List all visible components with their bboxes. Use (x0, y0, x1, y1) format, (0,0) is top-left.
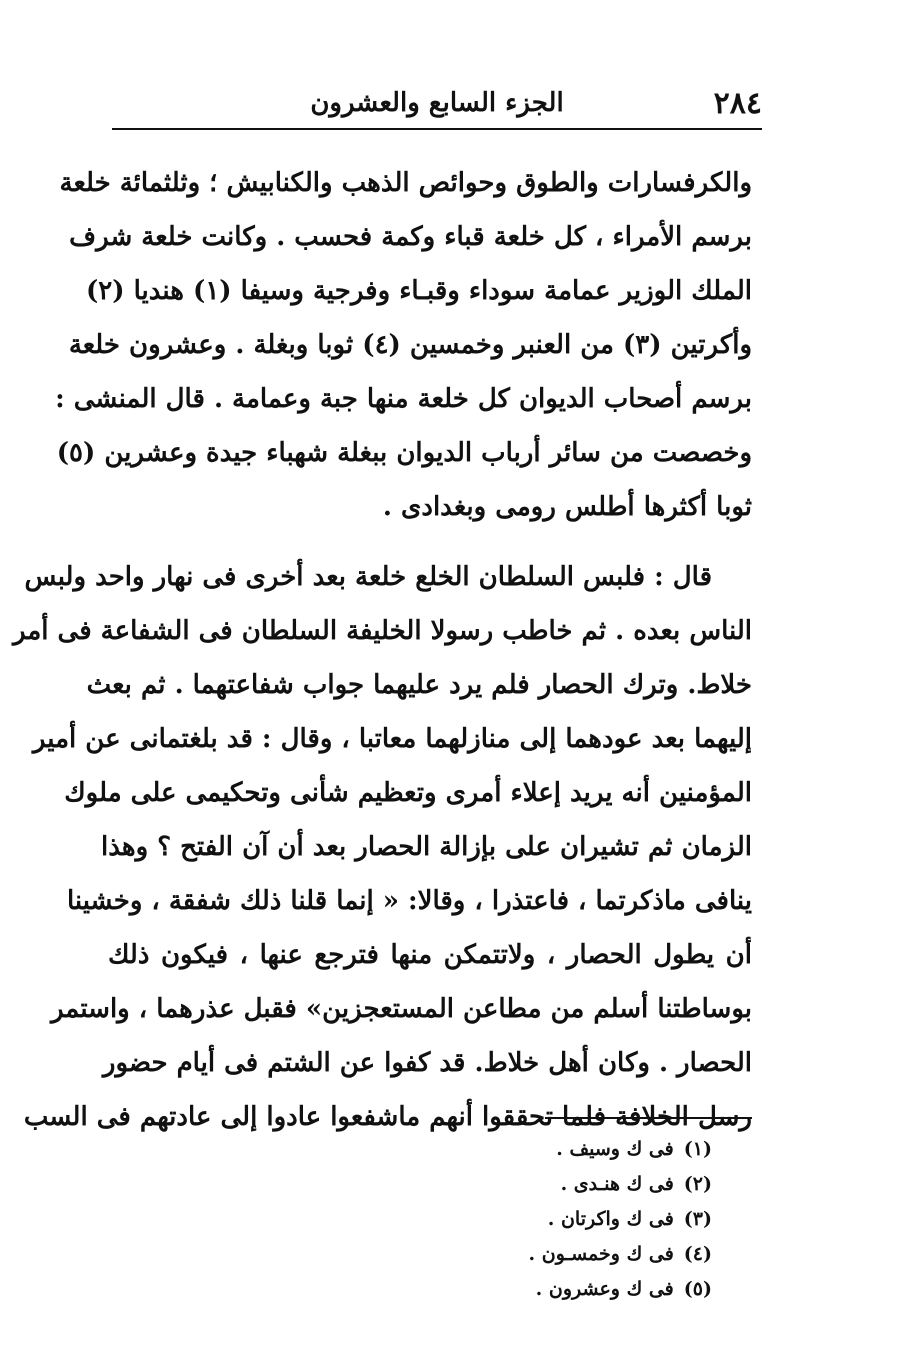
text-line: رسل الخلافة فلما تحققوا أنهم ماشفعوا عادوا إلى عادتهم فى السب (23, 1102, 752, 1132)
footnote-text: فى ك وخمسـون . (528, 1243, 674, 1265)
text-line: الزمان ثم تشيران على بإزالة الحصار بعد أن آن الفتح ؟ وهذا (101, 832, 752, 862)
footnote (500, 1132, 712, 1167)
text-line: برسم الأمراء ، كل خلعة قباء وكمة فحسب . وكانت خلعة شرف (69, 222, 752, 252)
text-line: أن يطول الحصار ، ولاتتمكن منها فترجع عنها ، فيكون ذلك (108, 940, 752, 970)
text-line: قال : فلبس السلطان الخلع خلعة بعد أخرى فى نهار واحد ولبس (24, 562, 712, 592)
footnote-text: فى ك وسيف . (556, 1138, 674, 1160)
header-rule (112, 128, 762, 130)
footnote-number: (٥) (683, 1278, 712, 1300)
text-line: خلاط. وترك الحصار فلم يرد عليهما جواب شفاعتهما . ثم بعث (86, 670, 752, 700)
text-line: برسم أصحاب الديوان كل خلعة منها جبة وعمامة . قال المنشى : (55, 384, 752, 414)
footnote (500, 1167, 712, 1202)
footnotes (500, 1132, 712, 1307)
footnote-number: (٤) (683, 1243, 712, 1265)
page-header (112, 86, 762, 126)
footnote (500, 1272, 712, 1307)
footnote-text: فى ك واكرتان . (547, 1208, 674, 1230)
text-line: الملك الوزير عمامة سوداء وقبـاء وفرجية وسيفا (١) هنديا (٢) (85, 276, 752, 306)
paragraph-gap (108, 534, 752, 550)
page-number: ٢٨٤ (713, 86, 762, 121)
body-text (12, 156, 752, 1144)
running-title: الجزء السابع والعشرون (310, 88, 564, 118)
footnote-number: (٣) (683, 1208, 712, 1230)
footnote-text: فى ك هنـدى . (560, 1173, 674, 1195)
footnote-number: (١) (683, 1138, 712, 1160)
text-line: وأكرتين (٣) من العنبر وخمسين (٤) ثوبا وبغلة . وعشرون خلعة (68, 330, 752, 360)
text-line: ثوبا أكثرها أطلس رومى وبغدادى . (382, 492, 752, 522)
footnote (500, 1237, 712, 1272)
text-line: ينافى ماذكرتما ، فاعتذرا ، وقالا: « إنما قلنا ذلك شفقة ، وخشينا (66, 886, 752, 916)
text-line: والكرفسارات والطوق وحوائص الذهب والكنابيش ؛ وثلثمائة خلعة (59, 168, 752, 198)
footnote-number: (٢) (683, 1173, 712, 1195)
text-line: بوساطتنا أسلم من مطاعن المستعجزين» فقبل عذرهما ، واستمر (50, 994, 752, 1024)
footnote-rule (545, 1117, 752, 1119)
text-line: الناس بعده . ثم خاطب رسولا الخليفة السلطان فى الشفاعة فى أمر (12, 616, 752, 646)
text-line: المؤمنين أنه يريد إعلاء أمرى وتعظيم شأنى وتحكيمى على ملوك (64, 778, 752, 808)
footnote-text: فى ك وعشرون . (535, 1278, 674, 1300)
text-line: وخصصت من سائر أرباب الديوان ببغلة شهباء جيدة وعشرين (٥) (56, 438, 752, 468)
text-line: الحصار . وكان أهل خلاط. قد كفوا عن الشتم فى أيام حضور (102, 1048, 752, 1078)
footnote (500, 1202, 712, 1237)
text-line: إليهما بعد عودهما إلى منازلهما معاتبا ، وقال : قد بلغتمانى عن أمير (32, 724, 752, 754)
